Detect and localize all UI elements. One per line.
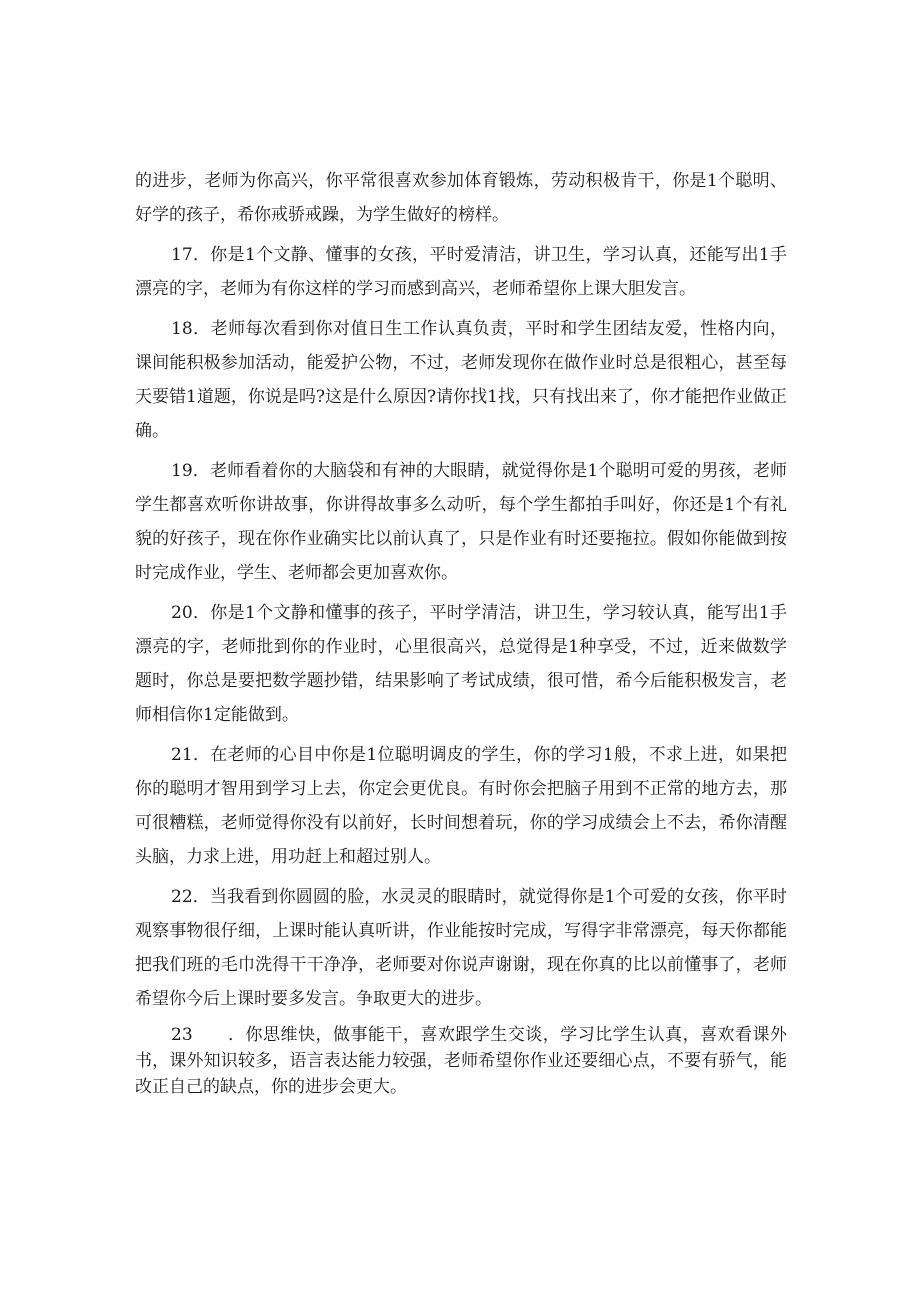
document-body bbox=[135, 164, 787, 1106]
paragraph-16-continuation: 的进步，老师为你高兴，你平常很喜欢参加体育锻炼，劳动积极肯干，你是1个聪明、好学的孩子，希你戒骄戒躁，为学生做好的榜样。 bbox=[135, 171, 787, 225]
paragraph-19: 19．老师看着你的大脑袋和有神的大眼睛，就觉得你是1个聪明可爱的男孩，老师学生都喜欢听你讲故事，你讲得故事多么动听，每个学生都拍手叫好，你还是1个有礼貌的好孩子，现在你作业确实比以前认真了，只是作业有时还要拖拉。假如你能做到按时完成作业，学生、老师都会更加喜欢你。 bbox=[135, 461, 787, 583]
paragraph-18: 18．老师每次看到你对值日生工作认真负责，平时和学生团结友爱，性格内向，课间能积极参加活动，能爱护公物，不过，老师发现你在做作业时总是很粗心，甚至每天要错1道题，你说是吗?这是什么原因?请你找1找，只有找出来了，你才能把作业做正确。 bbox=[135, 319, 787, 441]
paragraph-21: 21．在老师的心目中你是1位聪明调皮的学生，你的学习1般，不求上进，如果把你的聪明才智用到学习上去，你定会更优良。有时你会把脑子用到不正常的地方去，那可很糟糕，老师觉得你没有以前好，长时间想着玩，你的学习成绩会上不去，希你清醒头脑，力求上进，用功赶上和超过别人。 bbox=[135, 745, 787, 867]
paragraph-20: 20．你是1个文静和懂事的孩子，平时学清洁，讲卫生，学习较认真，能写出1手漂亮的字，老师批到你的作业时，心里很高兴，总觉得是1种享受，不过，近来做数学题时，你总是要把数学题抄错，结果影响了考试成绩，很可惜，希今后能积极发言，老师相信你1定能做到。 bbox=[135, 603, 787, 725]
paragraph-23: 23 ．你思维快，做事能干，喜欢跟学生交谈，学习比学生认真，喜欢看课外书，课外知识较多，语言表达能力较强，老师希望你作业还要细心点，不要有骄气，能改正自己的缺点，你的进步会更大。 bbox=[135, 1025, 787, 1097]
paragraph-22: 22．当我看到你圆圆的脸，水灵灵的眼睛时，就觉得你是1个可爱的女孩，你平时观察事物很仔细，上课时能认真听讲，作业能按时完成，写得字非常漂亮，每天你都能把我们班的毛巾洗得干干净净，老师要对你说声谢谢，现在你真的比以前懂事了，老师希望你今后上课时要多发言。争取更大的进步。 bbox=[135, 887, 787, 1009]
paragraph-17: 17．你是1个文静、懂事的女孩，平时爱清洁，讲卫生，学习认真，还能写出1手漂亮的字，老师为有你这样的学习而感到高兴，老师希望你上课大胆发言。 bbox=[135, 245, 787, 299]
